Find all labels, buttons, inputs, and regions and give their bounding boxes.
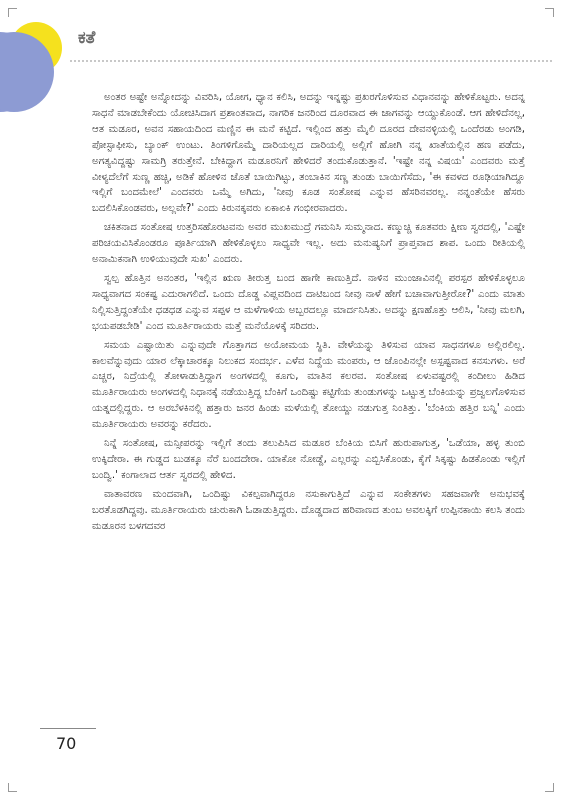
chapter-title: ಕತೆ — [78, 28, 96, 48]
paragraph: ನಿನ್ನೆ ಸಂತೋಷ, ಮನ್ಸೀಪರನ್ನು ಇಲ್ಲಿಗೆ ತಂದು ತಲುಪಿಸಿದ ಮಡೂರ ಬೆಂಕಿಯ ಬಿಸಿಗೆ ಹುರುಪಾಗುತ್ತ, 'ಒಡೆಯಾ, ಹಳ್ಳ ತುಂಬಿ ಉಕ್ಕಿದೇರಾ. ಈ ಗುಡ್ಡದ ಬುಡಕ್ಕೂ ನೆರೆ ಬಂದದೇರಾ. ಯಾಕೋ ನೋಡ್ದೆ, ಎಲ್ಲರನ್ನು ಎಬ್ಬಿಸಿಕೊಂಡು, ಕೈಗೆ ಸಿಕ್ಕಷ್ಟು ಹಿಡಕೊಂಡು ಇಲ್ಲಿಗೆ ಬಂದ್ವಿ.' ಕಂಗಾಲಾದ ಆರ್ತ ಸ್ವರದಲ್ಲಿ ಹೇಳಿದ. — [92, 438, 525, 481]
body-text — [92, 90, 525, 537]
crop-mark-top-right — [545, 8, 554, 17]
paragraph: ಸ್ವಲ್ಪ ಹೊತ್ತಿನ ಅನಂತರ, 'ಇಲ್ಲಿನ ಋಣ ತೀರುತ್ತ ಬಂದ ಹಾಗೇ ಕಾಣುತ್ತಿದೆ. ನಾಳಿನ ಮುಂಜಾವಿನಲ್ಲಿ ಪರಸ್ಪರ ಹೇಳಿಕೊಳ್ಳಲೂ ಸಾಧ್ಯವಾಗದ ಸಂಕಷ್ಟ ಎದುರಾಗಲಿದೆ. ಒಂದು ದೊಡ್ಡ ವಿಪ್ಲವದಿಂದ ದಾಟಿಬಂದ ನೀವು ನಾಳೆ ಹೇಗೆ ಬಚಾವಾಗುತ್ತೀರೋ?' ಎಂದು ಮಾತು ನಿಲ್ಲಿಸುತ್ತಿದ್ದಂತೆಯೇ ಧಡಧಡ ಎನ್ನುವ ಸಪ್ಪಳ ಆ ಮಳೆಗಾಳಿಯ ಅಬ್ಬರದಲ್ಲೂ ಮಾರ್ದನಿಸಿತು. ಅದನ್ನು ಕ್ಷಣಹೊತ್ತು ಆಲಿಸಿ, 'ನೀವು ಮಲಗಿ, ಭಯಪಡಬೇಡಿ' ಎಂದ ಮೂರ್ತಿರಾಯರು ಮತ್ತೆ ಮನೆಯೊಳಕ್ಕೆ ಸರಿದರು. — [92, 272, 525, 332]
crop-mark-bottom-left — [8, 783, 17, 792]
paragraph: ವಾತಾವರಣ ಮಂದವಾಗಿ, ಒಂದಿಷ್ಟು ವಿಕಲ್ಪವಾಗಿದ್ದರೂ ನಸುಕಾಗುತ್ತಿದೆ ಎನ್ನುವ ಸಂಕೇತಗಳು ಸಹಜವಾಗೇ ಅನುಭವಕ್ಕೆ ಬರತೊಡಗಿದ್ದವು. ಮೂರ್ತಿರಾಯರು ಚುರುಕಾಗಿ ಓಡಾಡುತ್ತಿದ್ದರು. ದೊಡ್ಡದಾದ ಹರಿವಾಣದ ತುಂಬ ಅವಲಕ್ಕಿಗೆ ಉಪ್ಪಿನಕಾಯಿ ಕಲಸಿ ತಂದು ಮಡೂರನ ಬಳಗದವರ — [92, 488, 525, 532]
crop-mark-bottom-right — [545, 783, 554, 792]
header-dotted-rule — [70, 60, 552, 62]
paragraph: ಚಕಿತನಾದ ಸಂತೋಷ ಉತ್ತರಿಸಹೊರಟವನು ಅವರ ಮುಖಮುದ್ರೆ ಗಮನಿಸಿ ಸುಮ್ಮನಾದ. ಕಣ್ಮುಚ್ಚಿ ಕೂತವರು ಕ್ಷೀಣ ಸ್ವರದಲ್ಲಿ, 'ಎಷ್ಟೇ ಪರಿಚಯವಿಸಿಕೊಂಡರೂ ಪೂರ್ತಿಯಾಗಿ ಹೇಳಿಕೊಳ್ಳಲು ಸಾಧ್ಯವೇ ಇಲ್ಲ. ಅದು ಮನುಷ್ಯನಿಗೆ ಪ್ರಾಪ್ತವಾದ ಶಾಪ. ಒಂದು ರೀತಿಯಲ್ಲಿ ಅನಾಮಿಕನಾಗಿ ಉಳಿಯುವುದೇ ಸುಖ' ಎಂದರು. — [92, 222, 525, 266]
page-number: 70 — [56, 734, 77, 753]
paragraph: ಸಮಯ ಎಷ್ಟಾಯಿತು ಎನ್ನುವುದೇ ಗೊತ್ತಾಗದ ಅಯೋಮಯ ಸ್ಥಿತಿ. ವೇಳೆಯನ್ನು ತಿಳಿಸುವ ಯಾವ ಸಾಧನಗಳೂ ಅಲ್ಲಿರಲಿಲ್ಲ. ಕಾಲವೆನ್ನುವುದು ಯಾರ ಲೆಕ್ಕಾಚಾರಕ್ಕೂ ನಿಲುಕದ ಸಂದರ್ಭ. ಎಳೆವ ನಿದ್ದೆಯ ಮಂಪರು, ಆ ಜೊಂಪಿನಲ್ಲೇ ಅಸ್ಪಷ್ಟವಾದ ಕನಸುಗಳು. ಅರೆ ಎಚ್ಚರ, ನಿದ್ರೆಯಲ್ಲಿ ತೋಳಾಡುತ್ತಿದ್ದಾಗ ಅಂಗಳದಲ್ಲಿ ಕೂಗು, ಮಾತಿನ ಕಲರವ. ಸಂತೋಷ ಏಳುವಷ್ಟರಲ್ಲಿ ಕಂದೀಲು ಹಿಡಿದ ಮೂರ್ತಿರಾಯರು ಅಂಗಳದಲ್ಲಿ ನಿಧಾನಕ್ಕೆ ನಡೆಯುತ್ತಿದ್ದ ಬೆಂಕಿಗೆ ಒಂದಿಷ್ಟು ಕಟ್ಟಿಗೆಯ ತುಂಡುಗಳನ್ನು ಒಟ್ಟುತ್ತ ಬೆಂಕಿಯನ್ನು ಪ್ರಜ್ವಲಗೊಳಿಸುವ ಯತ್ನದಲ್ಲಿದ್ದರು. ಆ ಅರಬೆಳಕಿನಲ್ಲಿ ಹತ್ತಾರು ಜನರ ಹಿಂಡು ಮಳೆಯಲ್ಲಿ ತೋಯ್ದು ನಡುಗುತ್ತ ನಿಂತಿತ್ತು. 'ಬೆಂಕಿಯ ಹತ್ತಿರ ಬನ್ನಿ' ಎಂದು ಮೂರ್ತಿರಾಯರು ಅವರನ್ನು ಕರೆದರು. — [92, 339, 526, 431]
paragraph: ಅಂತರ ಅಷ್ಟೇ ಅನ್ನೋದನ್ನು ವಿವರಿಸಿ, ಯೋಗ, ಧ್ಯಾನ ಕಲಿಸಿ, ಅದನ್ನು ಇನ್ನಷ್ಟು ಪ್ರಖರಗೊಳಿಸುವ ವಿಧಾನವನ್ನು ಹೇಳಿಕೊಟ್ಟರು. ಅದನ್ನ ಸಾಧನೆ ಮಾಡಬೇಕೆಂದು ಯೋಚಿಸಿದಾಗ ಪ್ರಶಾಂತವಾದ, ನಾಗರಿಕ ಜನರಿಂದ ದೂರವಾದ ಈ ಜಾಗವನ್ನು ಆಯ್ದುಕೊಂಡೆ. ಆಗ ಹೇಳಿದೆನಲ್ಲ, ಆತ ಮಡೂರ, ಅವನ ಸಹಾಯದಿಂದ ಮಣ್ಣಿನ ಈ ಮನೆ ಕಟ್ಟಿದೆ. ಇಲ್ಲಿಂದ ಹತ್ತು ಮೈಲಿ ದೂರದ ದೇವನಳ್ಳಿಯಲ್ಲಿ ಒಂದೆರಡು ಅಂಗಡಿ, ಪೋಸ್ಟಾಫೀಸು, ಬ್ಯಾಂಕ್ ಉಂಟು. ತಿಂಗಳಿಗೊಮ್ಮೆ ದಾರಿಯಲ್ಲದ ದಾರಿಯಲ್ಲಿ ಅಲ್ಲಿಗೆ ಹೋಗಿ ನನ್ನ ಖಾತೆಯಲ್ಲಿನ ಹಣ ಪಡೆದು, ಅಗತ್ಯವಿದ್ದಷ್ಟು ಸಾಮಗ್ರಿ ತರುತ್ತೇನೆ. ಬೇಕಿದ್ದಾಗ ಮಡೂರನಿಗೆ ಹೇಳಿದರೆ ತಂದುಕೊಡುತ್ತಾನೆ. 'ಇಷ್ಟೇ ನನ್ನ ವಿಷಯ' ಎಂದವರು ಮತ್ತೆ ವೀಳ್ಯದೆಲೆಗೆ ಸುಣ್ಣ ಹಚ್ಚಿ, ಅಡಿಕೆ ಹೋಳಿನ ಜೊತೆ ಬಾಯಿಗಿಟ್ಟು, ತಂಬಾಕಿನ ಸಣ್ಣ ತುಂಡು ಬಾಯಿಗೆಸೆದು, 'ಈ ಕವಳದ ರೂಢಿಯಾಗಿದ್ದೂ ಇಲ್ಲಿಗೆ ಬಂದಮೇಲೆ' ಎಂದವರು ಒಮ್ಮೆ ಅಗಿದು, 'ನೀವು ಕೂಡ ಸಂತೋಷ ಎನ್ನುವ ಹೆಸರಿನವರಲ್ಲ. ನನ್ನಂತೆಯೇ ಹೆಸರು ಬದಲಿಸಿಕೊಂಡವರು, ಅಲ್ಲವೇ?' ಎಂದು ಕಿರುನಕ್ಕವರು ಏಕಾಏಕಿ ಗಂಭೀರವಾದರು. — [92, 92, 525, 215]
page-number-rule — [40, 728, 96, 729]
